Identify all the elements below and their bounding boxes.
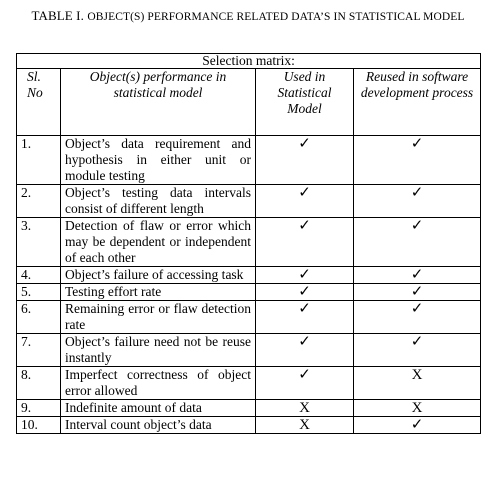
selection-matrix-table [16,53,481,434]
row-number: 9. [17,400,61,417]
row-description: Object’s data requirement and hypothesis in either unit or module testing [61,136,256,185]
row-number: 8. [17,367,61,400]
table-body [17,136,481,434]
table-row [17,185,481,218]
table-label: TABLE I. [31,8,84,23]
used-mark: ✓ [256,334,354,367]
row-description: Detection of flaw or error which may be dependent or independent of each other [61,218,256,267]
row-description: Imperfect correctness of object error allowed [61,367,256,400]
header-sl-no: Sl. No [17,69,61,136]
reused-mark: X [354,400,481,417]
reused-mark: ✓ [354,301,481,334]
row-description: Remaining error or flaw detection rate [61,301,256,334]
table-title-row [17,54,481,69]
row-description: Object’s testing data intervals consist of different length [61,185,256,218]
table-row [17,301,481,334]
row-number: 1. [17,136,61,185]
header-used-in-model: Used in Statistical Model [256,69,354,136]
row-description: Testing effort rate [61,284,256,301]
table-row [17,400,481,417]
selection-matrix-title: Selection matrix: [17,54,481,69]
used-mark: ✓ [256,301,354,334]
used-mark: ✓ [256,218,354,267]
table-title: OBJECT(S) PERFORMANCE RELATED DATA’S IN STATISTICAL MODEL [87,11,465,23]
row-number: 7. [17,334,61,367]
reused-mark: ✓ [354,267,481,284]
reused-mark: ✓ [354,284,481,301]
table-caption [0,8,496,25]
row-number: 3. [17,218,61,267]
header-performance: Object(s) performance in statistical model [61,69,256,136]
row-description: Indefinite amount of data [61,400,256,417]
row-number: 10. [17,417,61,434]
reused-mark: ✓ [354,136,481,185]
table-row [17,284,481,301]
reused-mark: ✓ [354,185,481,218]
used-mark: ✓ [256,284,354,301]
table-row [17,367,481,400]
header-reused: Reused in software development process [354,69,481,136]
reused-mark: X [354,367,481,400]
row-number: 4. [17,267,61,284]
table-row [17,136,481,185]
used-mark: X [256,400,354,417]
used-mark: ✓ [256,185,354,218]
row-description: Object’s failure of accessing task [61,267,256,284]
reused-mark: ✓ [354,218,481,267]
table-row [17,218,481,267]
row-number: 6. [17,301,61,334]
used-mark: ✓ [256,367,354,400]
table-row [17,267,481,284]
used-mark: X [256,417,354,434]
table-row [17,417,481,434]
used-mark: ✓ [256,136,354,185]
table-row [17,334,481,367]
table-header-row [17,69,481,136]
used-mark: ✓ [256,267,354,284]
reused-mark: ✓ [354,417,481,434]
row-number: 2. [17,185,61,218]
reused-mark: ✓ [354,334,481,367]
row-number: 5. [17,284,61,301]
row-description: Object’s failure need not be reuse instantly [61,334,256,367]
row-description: Interval count object’s data [61,417,256,434]
